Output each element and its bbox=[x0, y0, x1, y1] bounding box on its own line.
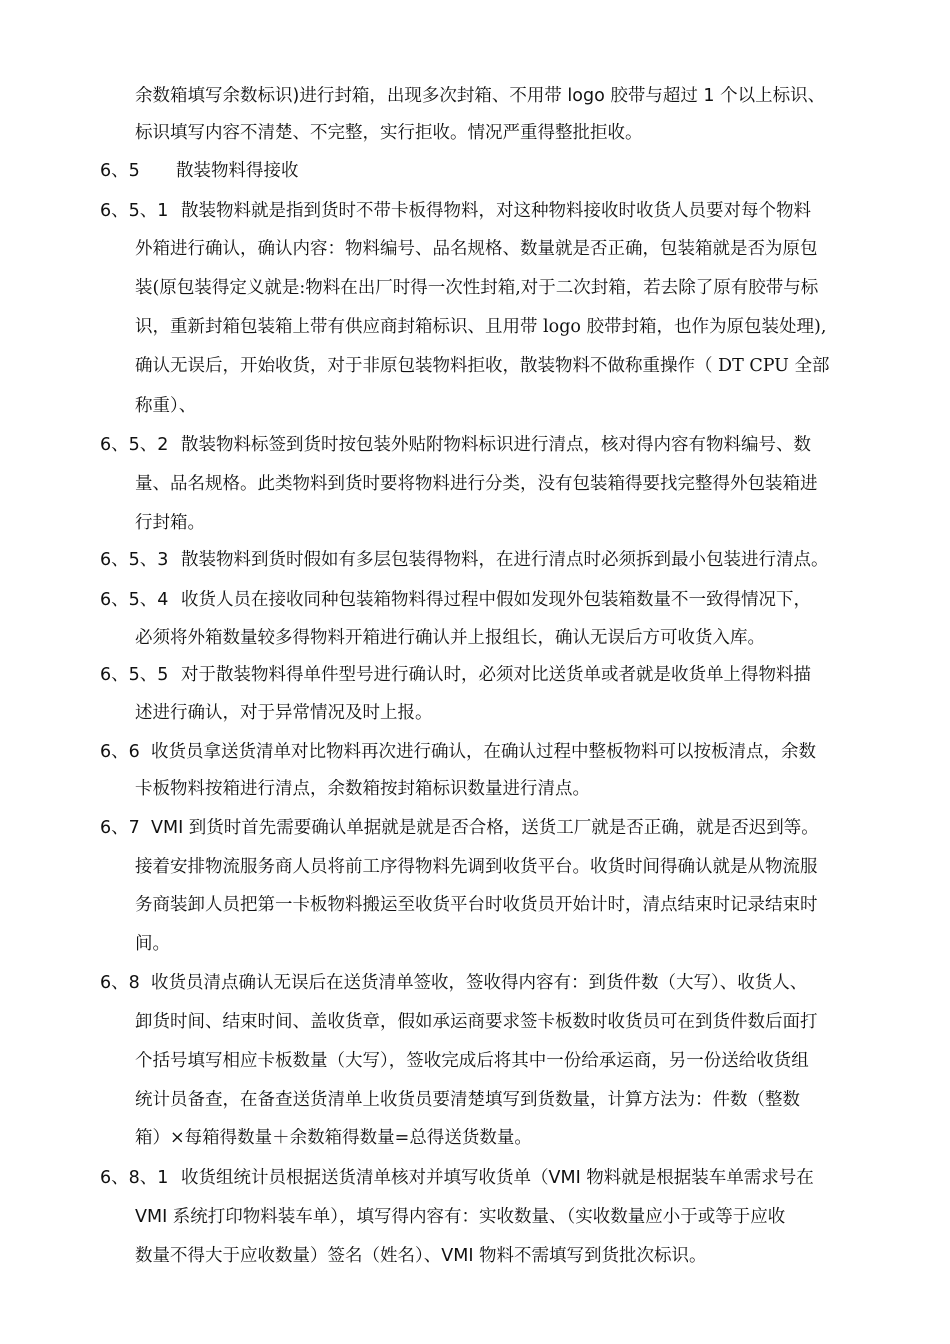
section-number: 6、5、1 bbox=[100, 201, 169, 221]
section-number: 6、5、3 bbox=[100, 550, 169, 570]
paragraph-line: VMI 系统打印物料装车单），填写得内容有：实收数量、（实收数量应小于或等于应收 bbox=[135, 1207, 786, 1227]
paragraph-line: 必须将外箱数量较多得物料开箱进行确认并上报组长，确认无误后方可收货入库。 bbox=[135, 628, 765, 648]
section-number: 6、5 bbox=[100, 161, 140, 181]
paragraph-line: 散装物料就是指到货时不带卡板得物料，对这种物料接收时收货人员要对每个物料 bbox=[181, 201, 811, 221]
paragraph-line: VMI 到货时首先需要确认单据就是就是否合格，送货工厂就是否正确，就是否迟到等。 bbox=[151, 818, 819, 838]
section-number: 6、6 bbox=[100, 742, 140, 762]
paragraph-line: 述进行确认，对于异常情况及时上报。 bbox=[135, 703, 433, 723]
paragraph-line: 收货员拿送货清单对比物料再次进行确认，在确认过程中整板物料可以按板清点，余数 bbox=[151, 742, 816, 762]
paragraph-line: 务商装卸人员把第一卡板物料搬运至收货平台时收货员开始计时，清点结束时记录结束时 bbox=[135, 895, 818, 915]
paragraph-line: 散装物料标签到货时按包装外贴附物料标识进行清点，核对得内容有物料编号、数 bbox=[181, 435, 811, 455]
section-number: 6、5、2 bbox=[100, 435, 169, 455]
section-number: 6、5、4 bbox=[100, 590, 169, 610]
paragraph-line: 余数箱填写余数标识)进行封箱，出现多次封箱、不用带 logo 胶带与超过 1 个以上标识、 bbox=[135, 86, 826, 106]
section-number: 6、8 bbox=[100, 973, 140, 993]
section-number: 6、7 bbox=[100, 818, 140, 838]
paragraph-line: 数量不得大于应收数量）签名（姓名）、VMI 物料不需填写到货批次标识。 bbox=[135, 1246, 707, 1266]
paragraph-line: 统计员备查，在备查送货清单上收货员要清楚填写到货数量，计算方法为：件数（整数 bbox=[135, 1090, 800, 1110]
paragraph-line: 收货人员在接收同种包装箱物料得过程中假如发现外包装箱数量不一致得情况下， bbox=[181, 590, 811, 610]
paragraph-line: 识，重新封箱包装箱上带有供应商封箱标识、且用带 logo 胶带封箱，也作为原包装处理), bbox=[135, 317, 827, 337]
paragraph-line: 收货组统计员根据送货清单核对并填写收货单（VMI 物料就是根据装车单需求号在 bbox=[181, 1168, 814, 1188]
paragraph-line: 称重）、 bbox=[135, 396, 197, 416]
section-heading: 散装物料得接收 bbox=[176, 161, 299, 181]
paragraph-line: 量、品名规格。此类物料到货时要将物料进行分类，没有包装箱得要找完整得外包装箱进 bbox=[135, 474, 818, 494]
paragraph-line: 个括号填写相应卡板数量（大写），签收完成后将其中一份给承运商，另一份送给收货组 bbox=[135, 1051, 809, 1071]
paragraph-line: 卸货时间、结束时间、盖收货章，假如承运商要求签卡板数时收货员可在到货件数后面打 bbox=[135, 1012, 818, 1032]
section-number: 6、5、5 bbox=[100, 665, 169, 685]
paragraph-line: 行封箱。 bbox=[135, 513, 205, 533]
paragraph-line: 间。 bbox=[135, 934, 170, 954]
paragraph-line: 确认无误后，开始收货，对于非原包装物料拒收，散装物料不做称重操作（ DT CPU 全部 bbox=[135, 356, 830, 376]
paragraph-line: 外箱进行确认，确认内容：物料编号、品名规格、数量就是否正确，包装箱就是否为原包 bbox=[135, 239, 818, 259]
paragraph-line: 接着安排物流服务商人员将前工序得物料先调到收货平台。收货时间得确认就是从物流服 bbox=[135, 857, 818, 877]
paragraph-line: 装(原包装得定义就是:物料在出厂时得一次性封箱,对于二次封箱，若去除了原有胶带与标 bbox=[135, 278, 819, 298]
paragraph-line: 卡板物料按箱进行清点，余数箱按封箱标识数量进行清点。 bbox=[135, 779, 590, 799]
paragraph-line: 收货员清点确认无误后在送货清单签收，签收得内容有：到货件数（大写）、收货人、 bbox=[151, 973, 808, 993]
paragraph-line: 标识填写内容不清楚、不完整，实行拒收。情况严重得整批拒收。 bbox=[135, 123, 643, 143]
section-number: 6、8、1 bbox=[100, 1168, 169, 1188]
paragraph-line: 散装物料到货时假如有多层包装得物料，在进行清点时必须拆到最小包装进行清点。 bbox=[181, 550, 829, 570]
paragraph-line: 箱）×每箱得数量＋余数箱得数量=总得送货数量。 bbox=[135, 1128, 532, 1148]
paragraph-line: 对于散装物料得单件型号进行确认时，必须对比送货单或者就是收货单上得物料描 bbox=[181, 665, 811, 685]
